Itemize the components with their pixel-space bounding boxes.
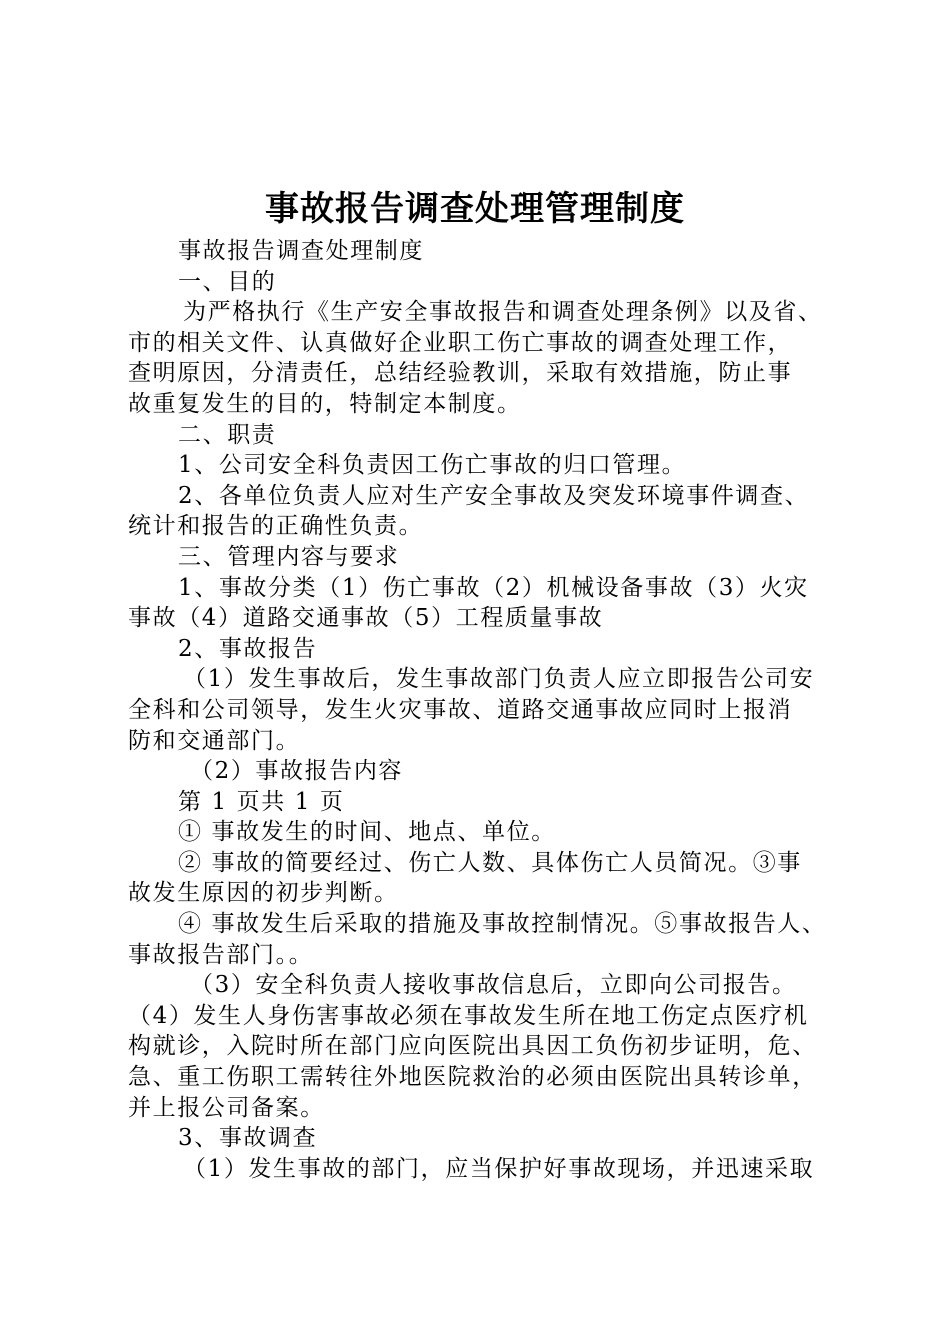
line-subtitle: 事故报告调查处理制度 (178, 238, 424, 264)
line-content-1: ① 事故发生的时间、地点、单位。 (178, 819, 556, 846)
line-classification-b: 事故（4）道路交通事故（5）工程质量事故 (128, 605, 604, 632)
document-title: 事故报告调查处理管理制度 (265, 189, 685, 229)
line-content-4a: ④ 事故发生后采取的措施及事故控制情况。⑤事故报告人、 (178, 911, 827, 938)
line-purpose-3: 查明原因，分清责任，总结经验教训，采取有效措施，防止事 (128, 360, 793, 387)
line-report-4d: 并上报公司备案。 (128, 1094, 325, 1121)
line-investigation-1: （1）发生事故的部门，应当保护好事故现场，并迅速采取 (183, 1155, 815, 1182)
line-purpose-1: 为严格执行《生产安全事故报告和调查处理条例》以及省、 (183, 299, 823, 326)
line-section-purpose: 一、目的 (178, 268, 277, 295)
line-report-2: （2）事故报告内容 (190, 758, 404, 785)
line-duty-2b: 统计和报告的正确性负责。 (128, 513, 424, 540)
line-section-requirements: 三、管理内容与要求 (178, 543, 400, 570)
line-purpose-2: 市的相关文件、认真做好企业职工伤亡事故的调查处理工作， (128, 329, 793, 356)
line-duty-2a: 2、各单位负责人应对生产安全事故及突发环境事件调查、 (178, 482, 810, 509)
line-investigation-heading: 3、事故调查 (178, 1125, 318, 1152)
line-report-4b: 构就诊，入院时所在部门应向医院出具因工负伤初步证明，危、 (128, 1033, 817, 1060)
line-content-2a: ② 事故的简要经过、伤亡人数、具体伤亡人员简况。③事 (178, 849, 802, 876)
document-body (128, 236, 838, 1184)
line-classification-a: 1、事故分类（1）伤亡事故（2）机械设备事故（3）火灾 (178, 574, 809, 601)
line-report-4a: （4）发生人身伤害事故必须在事故发生所在地工伤定点医疗机 (128, 1002, 809, 1029)
line-report-heading: 2、事故报告 (178, 635, 318, 662)
line-content-4b: 事故报告部门。。 (128, 941, 314, 968)
line-report-1c: 防和交通部门。 (128, 727, 301, 754)
line-report-4c: 急、重工伤职工需转往外地医院救治的必须由医院出具转诊单， (128, 1064, 817, 1091)
line-content-2b: 故发生原因的初步判断。 (128, 880, 399, 907)
page-number: 第 1 页共 1 页 (178, 788, 345, 815)
line-report-1a: （1）发生事故后，发生事故部门负责人应立即报告公司安 (183, 666, 815, 693)
line-section-duties: 二、职责 (178, 421, 277, 448)
line-purpose-4: 故重复发生的目的，特制定本制度。 (128, 390, 522, 417)
line-report-1b: 全科和公司领导，发生火灾事故、道路交通事故应同时上报消 (128, 696, 793, 723)
line-report-3: （3）安全科负责人接收事故信息后，立即向公司报告。 (190, 972, 797, 999)
line-duty-1: 1、公司安全科负责因工伤亡事故的归口管理。 (178, 452, 687, 479)
